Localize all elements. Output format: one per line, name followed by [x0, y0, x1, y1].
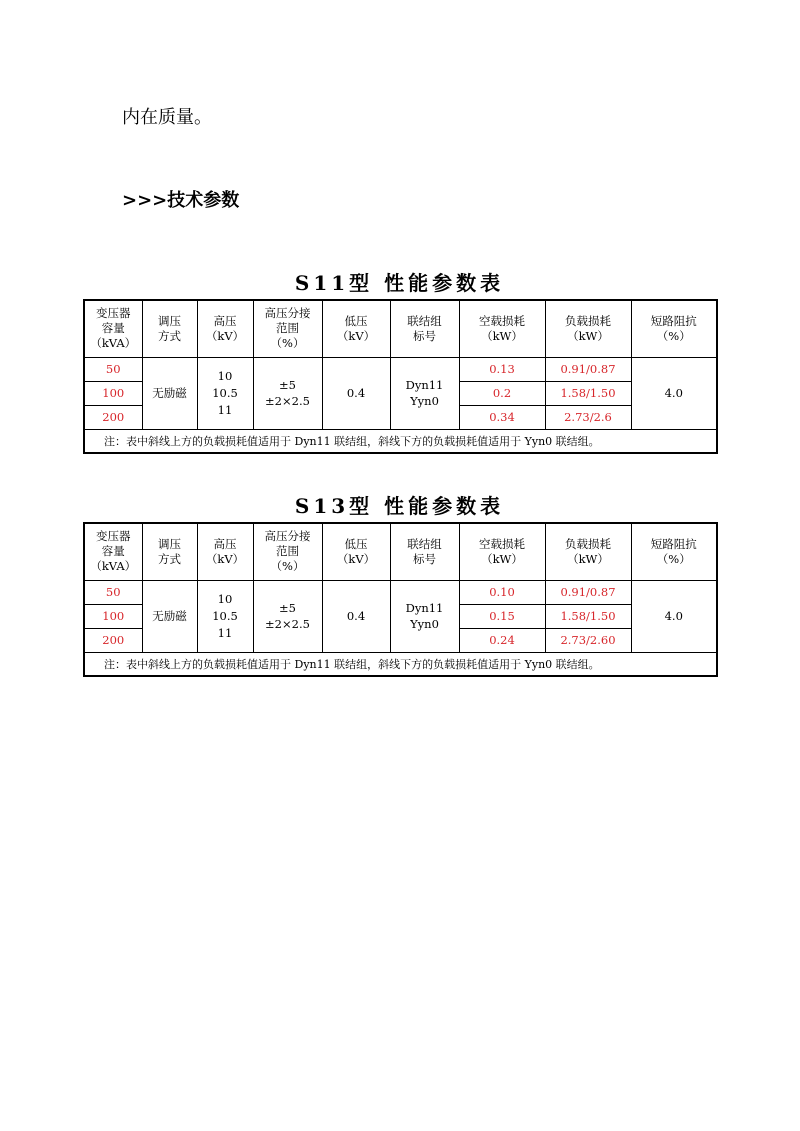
s13-table-title: S13型 性能参数表 [294, 494, 505, 518]
no-load-loss-cell: 0.10 [459, 580, 545, 604]
header-lv: 低压 （kV） [322, 523, 390, 580]
header-vector-group: 联结组 标号 [390, 300, 459, 357]
lv-cell: 0.4 [322, 580, 390, 652]
header-load-loss: 负载损耗 （kW） [545, 523, 631, 580]
s13-spec-table [83, 522, 718, 677]
load-loss-cell: 0.91/0.87 [545, 580, 631, 604]
capacity-cell: 200 [84, 628, 142, 652]
load-loss-cell: 0.91/0.87 [545, 357, 631, 381]
header-impedance: 短路阻抗 （%） [631, 523, 717, 580]
no-load-loss-cell: 0.15 [459, 604, 545, 628]
table-note-row [84, 429, 717, 453]
header-hv-tap: 高压分接 范围 （%） [253, 300, 322, 357]
capacity-cell: 100 [84, 604, 142, 628]
capacity-cell: 100 [84, 381, 142, 405]
header-lv: 低压 （kV） [322, 300, 390, 357]
regulation-cell: 无励磁 [142, 580, 197, 652]
table-header-row [84, 300, 717, 357]
hv-tap-cell: ±5 ±2×2.5 [253, 580, 322, 652]
load-loss-cell: 1.58/1.50 [545, 381, 631, 405]
table-row [84, 357, 717, 381]
capacity-cell: 50 [84, 357, 142, 381]
vector-group-cell: Dyn11 Yyn0 [390, 357, 459, 429]
table-note: 注：表中斜线上方的负载损耗值适用于 Dyn11 联结组，斜线下方的负载损耗值适用于 Yyn0 联结组。 [84, 652, 717, 676]
no-load-loss-cell: 0.2 [459, 381, 545, 405]
header-capacity: 变压器 容量 （kVA） [84, 523, 142, 580]
load-loss-cell: 1.58/1.50 [545, 604, 631, 628]
header-hv-tap: 高压分接 范围 （%） [253, 523, 322, 580]
table-row [84, 580, 717, 604]
header-no-load-loss: 空载损耗 （kW） [459, 523, 545, 580]
no-load-loss-cell: 0.24 [459, 628, 545, 652]
header-load-loss: 负载损耗 （kW） [545, 300, 631, 357]
table-header-row [84, 523, 717, 580]
no-load-loss-cell: 0.34 [459, 405, 545, 429]
impedance-cell: 4.0 [631, 580, 717, 652]
header-regulation: 调压 方式 [142, 300, 197, 357]
capacity-cell: 200 [84, 405, 142, 429]
header-no-load-loss: 空载损耗 （kW） [459, 300, 545, 357]
header-capacity: 变压器 容量 （kVA） [84, 300, 142, 357]
hv-tap-cell: ±5 ±2×2.5 [253, 357, 322, 429]
vector-group-cell: Dyn11 Yyn0 [390, 580, 459, 652]
no-load-loss-cell: 0.13 [459, 357, 545, 381]
load-loss-cell: 2.73/2.6 [545, 405, 631, 429]
regulation-cell: 无励磁 [142, 357, 197, 429]
header-impedance: 短路阻抗 （%） [631, 300, 717, 357]
s11-table-title: S11型 性能参数表 [294, 271, 505, 295]
table-note-row [84, 652, 717, 676]
table-note: 注：表中斜线上方的负载损耗值适用于 Dyn11 联结组，斜线下方的负载损耗值适用于 Yyn0 联结组。 [84, 429, 717, 453]
header-vector-group: 联结组 标号 [390, 523, 459, 580]
load-loss-cell: 2.73/2.60 [545, 628, 631, 652]
intro-text: 内在质量。 [122, 107, 212, 128]
hv-cell: 10 10.5 11 [197, 357, 253, 429]
header-regulation: 调压 方式 [142, 523, 197, 580]
impedance-cell: 4.0 [631, 357, 717, 429]
section-heading: >>>技术参数 [122, 190, 240, 211]
header-hv: 高压 （kV） [197, 523, 253, 580]
s11-spec-table [83, 299, 718, 454]
capacity-cell: 50 [84, 580, 142, 604]
lv-cell: 0.4 [322, 357, 390, 429]
hv-cell: 10 10.5 11 [197, 580, 253, 652]
header-hv: 高压 （kV） [197, 300, 253, 357]
